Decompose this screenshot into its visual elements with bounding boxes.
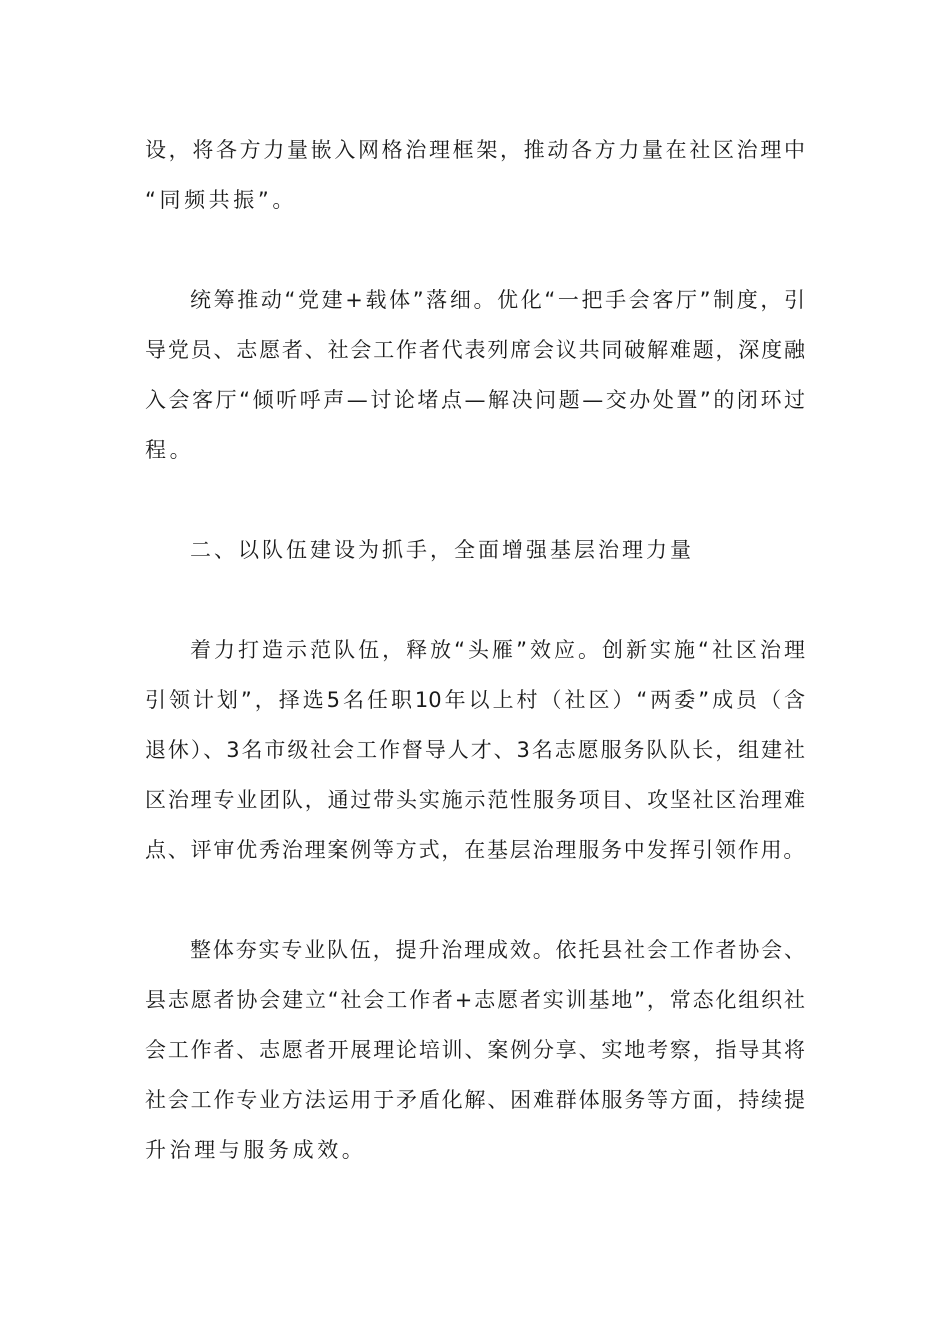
paragraph-4-line-3: 会工作者、志愿者开展理论培训、案例分享、实地考察，指导其将: [145, 1038, 805, 1062]
paragraph-3-line-5: 点、评审优秀治理案例等方式，在基层治理服务中发挥引领作用。: [145, 838, 807, 862]
paragraph-3-line-2: 引领计划”，择选5名任职10年以上村（社区）“两委”成员（含: [145, 688, 805, 712]
paragraph-1-line-1: 设，将各方力量嵌入网格治理框架，推动各方力量在社区治理中: [145, 138, 805, 162]
paragraph-2-line-4: 程。: [145, 438, 195, 462]
paragraph-2-line-1: 统筹推动“党建+载体”落细。优化“一把手会客厅”制度，引: [190, 288, 805, 312]
paragraph-3-line-3: 退休）、3名市级社会工作督导人才、3名志愿服务队队长，组建社: [145, 738, 805, 762]
paragraph-3-line-4: 区治理专业团队，通过带头实施示范性服务项目、攻坚社区治理难: [145, 788, 805, 812]
paragraph-4-line-2: 县志愿者协会建立“社会工作者+志愿者实训基地”，常态化组织社: [145, 988, 805, 1012]
paragraph-3-line-1: 着力打造示范队伍，释放“头雁”效应。创新实施“社区治理: [190, 638, 805, 662]
paragraph-4-line-4: 社会工作专业方法运用于矛盾化解、困难群体服务等方面，持续提: [145, 1088, 805, 1112]
paragraph-1-line-2: “同频共振”。: [145, 188, 297, 212]
paragraph-2-line-3: 入会客厅“倾听呼声—讨论堵点—解决问题—交办处置”的闭环过: [145, 388, 805, 412]
section-heading: 二、以队伍建设为抓手，全面增强基层治理力量: [190, 538, 694, 562]
paragraph-4-line-1: 整体夯实专业队伍，提升治理成效。依托县社会工作者协会、: [190, 938, 805, 962]
paragraph-2-line-2: 导党员、志愿者、社会工作者代表列席会议共同破解难题，深度融: [145, 338, 805, 362]
paragraph-4-line-5: 升治理与服务成效。: [145, 1138, 367, 1162]
